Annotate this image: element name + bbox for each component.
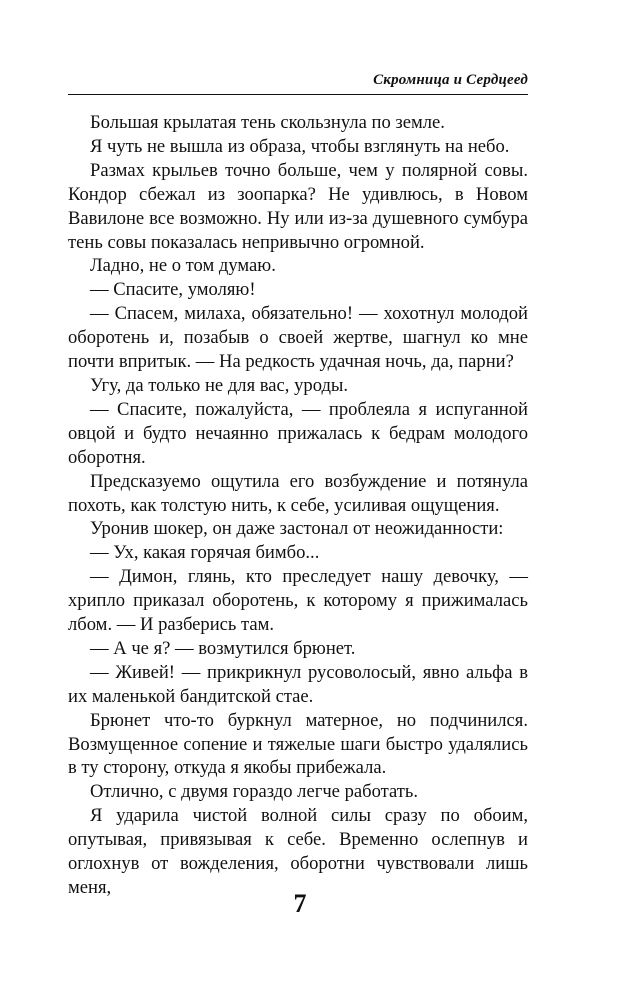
paragraph: — Димон, глянь, кто преследует нашу девочку, — хрипло приказал оборотень, к которому я прижималась лбом. — И разберись там.: [68, 566, 528, 636]
paragraph: — Ух, какая горячая бимбо...: [90, 542, 320, 564]
paragraph: — А че я? — возмутился брюнет.: [90, 637, 356, 659]
paragraph: Угу, да только не для вас, уроды.: [90, 374, 349, 396]
paragraph: — Живей! — прикрикнул русоволосый, явно альфа в их маленькой бандитской стае.: [68, 661, 528, 707]
paragraph: — Спасите, пожалуйста, — проблеяла я испуганной овцой и будто нечаянно прижалась к бедрам молодого оборотня.: [68, 398, 528, 468]
paragraph: — Спасите, умоляю!: [90, 279, 256, 301]
paragraph: Я ударила чистой волной силы сразу по обоим, опутывая, привязывая к себе. Временно ослепнув и оглохнув от вожделения, оборотни чувствовали лишь меня,: [68, 805, 528, 898]
paragraph: Большая крылатая тень скользнула по земле.: [90, 112, 445, 133]
header-rule: [68, 94, 528, 95]
paragraph: Уронив шокер, он даже застонал от неожиданности:: [90, 518, 504, 540]
paragraph: Размах крыльев точно больше, чем у полярной совы. Кондор сбежал из зоопарка? Не удивлюсь, в Новом Вавилоне все возможно. Ну или из-за душевного сумбура тень совы показалась непривычно огромной.: [68, 159, 528, 253]
paragraph: — Спасем, милаха, обязательно! — хохотнул молодой оборотень и, позабыв о своей жертве, шагнул ко мне почти впритык. — На редкость удачная ночь, да, парни?: [68, 303, 528, 373]
paragraph: Отлично, с двумя гораздо легче работать.: [90, 781, 419, 803]
paragraph: Брюнет что-то буркнул матерное, но подчинился. Возмущенное сопение и тяжелые шаги быстро удалялись в ту сторону, откуда я якобы прибежала.: [68, 709, 528, 779]
running-title: Скромница и Сердцеед: [373, 72, 528, 88]
paragraph: Ладно, не о том думаю.: [90, 255, 276, 277]
page-number: 7: [293, 889, 307, 918]
paragraph: Я чуть не вышла из образа, чтобы взглянуть на небо.: [90, 135, 510, 157]
body-text: [68, 111, 528, 900]
paragraph: Предсказуемо ощутила его возбуждение и потянула похоть, как толстую нить, к себе, усиливая ощущения.: [68, 470, 528, 516]
